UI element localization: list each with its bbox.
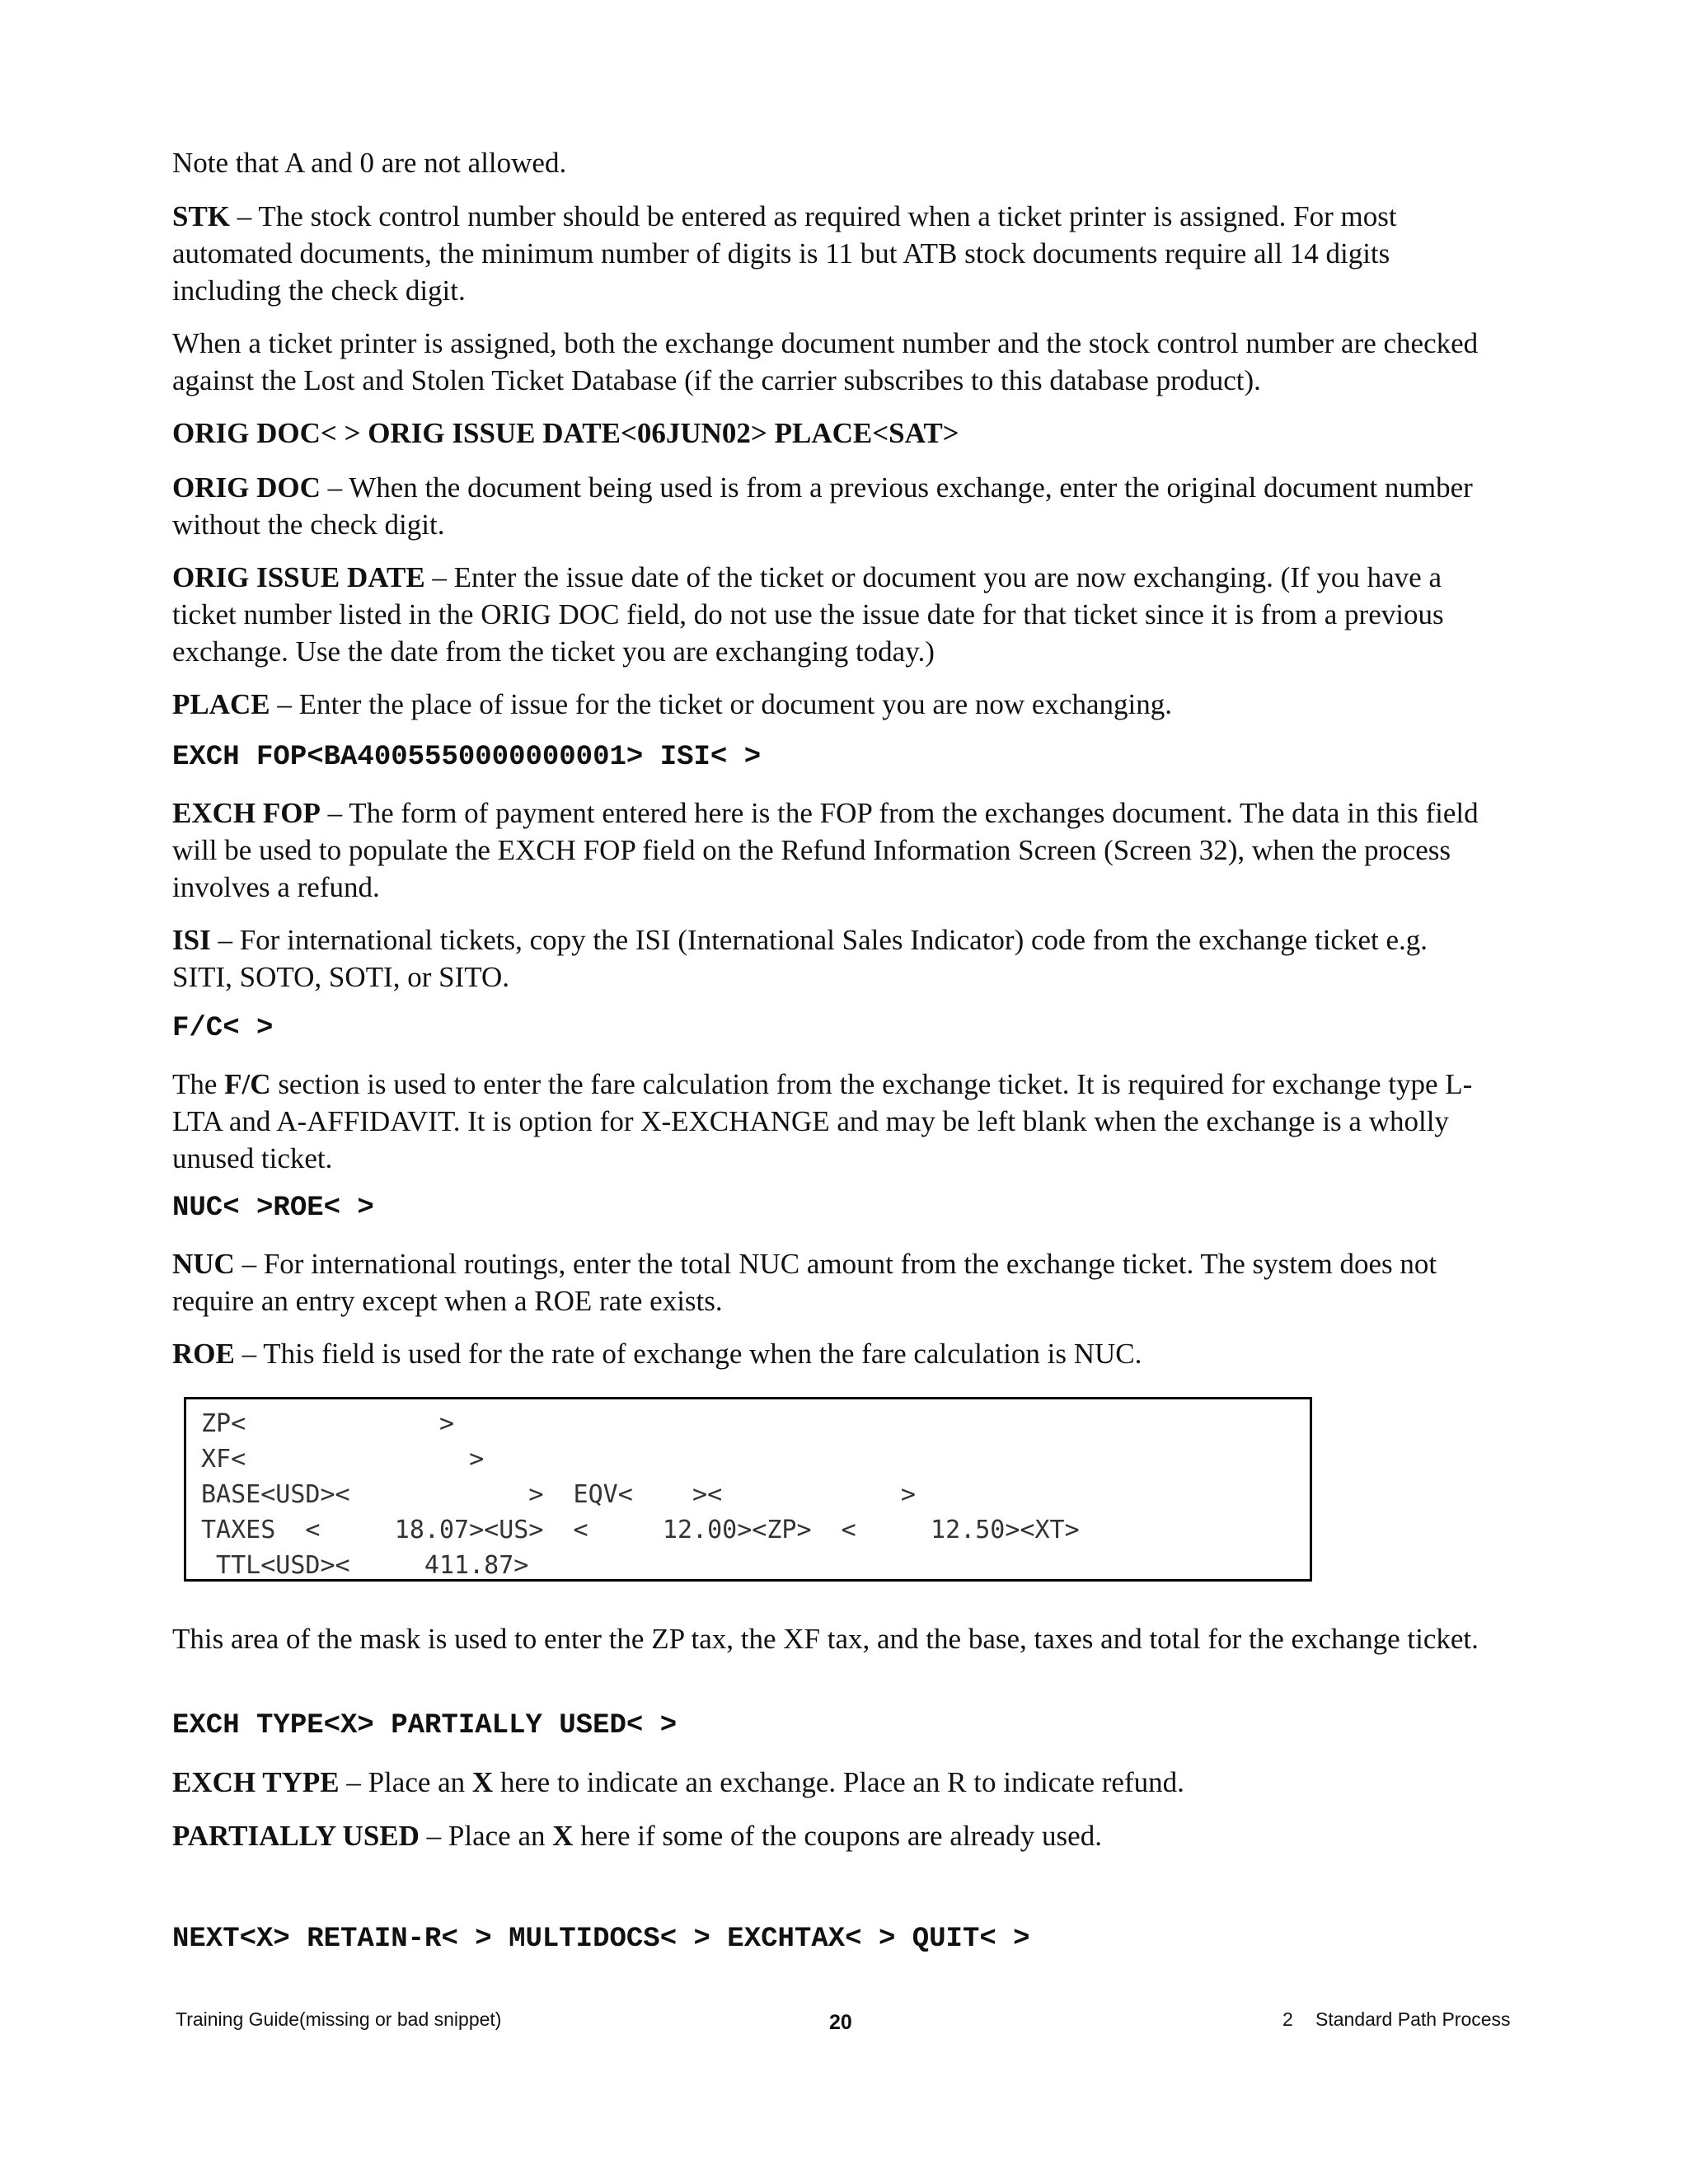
fc-heading: F/C< > [172,1013,274,1044]
exch-fop-term: EXCH FOP [172,797,321,829]
nuc-paragraph [172,1245,1483,1319]
place-text: – Enter the place of issue for the ticket or document you are now exchanging. [270,688,1172,720]
page-number: 20 [829,2011,852,2034]
fc-term: F/C [224,1068,271,1100]
note-paragraph: Note that A and 0 are not allowed. [172,147,567,179]
stk-term: STK [172,200,231,232]
partially-used-text-2: here if some of the coupons are already used. [573,1820,1102,1852]
exch-type-text-2: here to indicate an exchange. Place an R to indicate refund. [493,1766,1184,1798]
exch-type-text-1: – Place an [339,1766,472,1798]
exch-type-heading: EXCH TYPE<X> PARTIALLY USED< > [172,1710,678,1741]
isi-paragraph [172,921,1483,996]
roe-text: – This field is used for the rate of exchange when the fare calculation is NUC. [234,1338,1142,1370]
partially-used-x: X [552,1820,574,1852]
nuc-roe-heading: NUC< >ROE< > [172,1193,374,1224]
fc-pre: The [172,1068,225,1100]
nuc-term: NUC [172,1248,235,1280]
screen-line: XF< > [201,1445,485,1474]
next-heading: NEXT<X> RETAIN-R< > MULTIDOCS< > EXCHTAX< > QUIT< > [172,1924,1030,1955]
exch-fop-paragraph [172,794,1483,906]
footer-chapter-title: Standard Path Process [1315,2008,1511,2030]
footer-chapter-number: 2 [1282,2008,1293,2030]
orig-doc-text: – When the document being used is from a previous exchange, enter the original document number without the check digit. [172,471,1473,541]
roe-paragraph [172,1335,1142,1372]
isi-term: ISI [172,924,211,956]
screen-line: ZP< > [201,1409,455,1438]
screen-line: TTL<USD>< 411.87> [201,1551,529,1580]
screen-line: BASE<USD>< > EQV< >< > [201,1480,916,1509]
lost-stolen-paragraph: When a ticket printer is assigned, both the exchange document number and the stock control number are checked against the Lost and Stolen Ticket Database (if the carrier subscribes to this database product). [172,327,1479,396]
roe-term: ROE [172,1338,235,1370]
exch-type-term: EXCH TYPE [172,1766,340,1798]
partially-used-text-1: – Place an [419,1820,553,1852]
place-term: PLACE [172,688,270,720]
mask-area-paragraph: This area of the mask is used to enter the ZP tax, the XF tax, and the base, taxes and total for the exchange ticket. [172,1623,1479,1655]
orig-doc-term: ORIG DOC [172,471,321,504]
exch-type-x: X [471,1766,494,1798]
partially-used-term: PARTIALLY USED [172,1820,420,1852]
partially-used-paragraph [172,1817,1102,1854]
orig-issue-date-paragraph [172,559,1483,670]
tax-entry-screen [184,1397,1312,1582]
footer-guide-title: Training Guide(missing or bad snippet) [176,2008,502,2030]
fc-text: section is used to enter the fare calculation from the exchange ticket. It is required for exchange type L-LTA and A-AFFIDAVIT. It is option for X-EXCHANGE and may be left blank when the exchange is a wholly unused ticket. [172,1068,1473,1174]
exch-type-paragraph [172,1764,1184,1801]
orig-issue-date-term: ORIG ISSUE DATE [172,561,425,593]
nuc-text: – For international routings, enter the total NUC amount from the exchange ticket. The system does not require an entry except when a ROE rate exists. [172,1248,1437,1317]
stk-text: – The stock control number should be entered as required when a ticket printer is assigned. For most automated documents, the minimum number of digits is 11 but ATB stock documents require all 14 digits including the check digit. [172,200,1397,307]
screen-line: TAXES < 18.07><US> < 12.00><ZP> < 12.50><XT> [201,1516,1080,1544]
exch-fop-heading: EXCH FOP<BA4005550000000001> ISI< > [172,742,762,773]
orig-doc-heading: ORIG DOC< > ORIG ISSUE DATE<06JUN02> PLACE<SAT> [172,417,959,449]
place-paragraph [172,686,1172,723]
stk-paragraph [172,198,1483,309]
screen-text [201,1406,1080,1583]
orig-doc-paragraph [172,469,1483,543]
exch-fop-text: – The form of payment entered here is the FOP from the exchanges document. The data in this field will be used to populate the EXCH FOP field on the Refund Information Screen (Screen 32), when the process involves a refund. [172,797,1479,903]
orig-issue-date-text: – Enter the issue date of the ticket or document you are now exchanging. (If you have a ticket number listed in the ORIG DOC field, do not use the issue date for that ticket since it is from a previous exchange. Use the date from the ticket you are exchanging today.) [172,561,1444,668]
fc-paragraph [172,1066,1483,1177]
isi-text: – For international tickets, copy the ISI (International Sales Indicator) code from the exchange ticket e.g. SITI, SOTO, SOTI, or SITO. [172,924,1428,993]
